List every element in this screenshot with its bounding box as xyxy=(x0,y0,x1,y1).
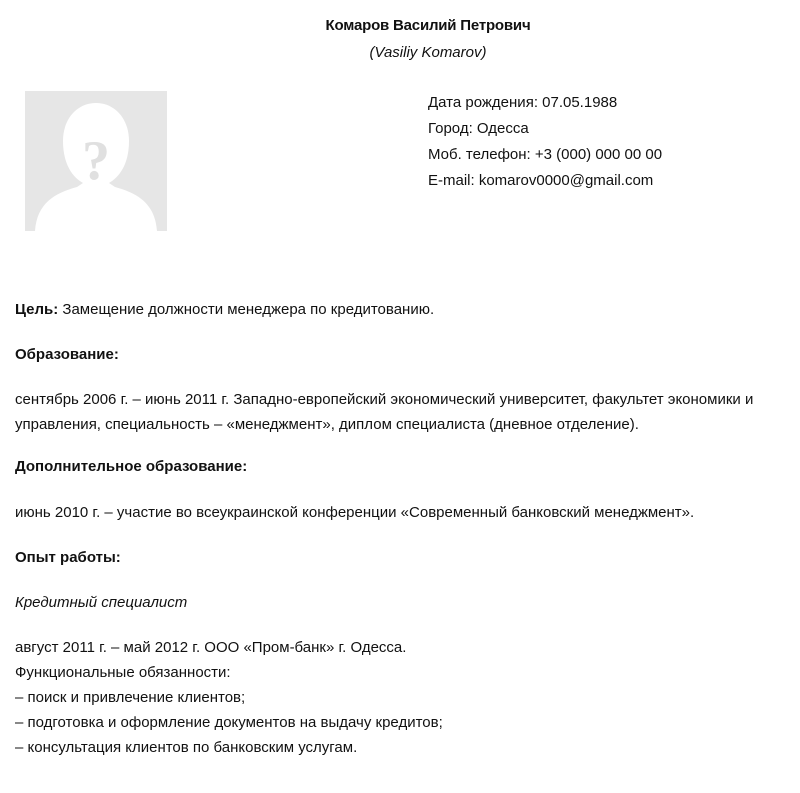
education-line: сентябрь 2006 г. – июнь 2011 г. Западно-европейский экономический университет, факультет экономики и xyxy=(15,391,754,408)
latin-name: (Vasiliy Komarov) xyxy=(369,44,487,61)
additional-education-heading: Дополнительное образование: xyxy=(15,458,248,475)
goal-label: Цель: xyxy=(15,301,59,318)
city: Город: Одесса xyxy=(428,120,529,137)
resume-body xyxy=(15,297,790,760)
duty-item: – подготовка и оформление документов на выдачу кредитов; xyxy=(15,714,443,731)
additional-education-line: июнь 2010 г. – участие во всеукраинской конференции «Современный банковский менеджмент». xyxy=(15,504,695,521)
phone: Моб. телефон: +3 (000) 000 00 00 xyxy=(428,146,663,163)
duty-item: – поиск и привлечение клиентов; xyxy=(15,689,246,706)
birth-date: Дата рождения: 07.05.1988 xyxy=(428,94,618,111)
email xyxy=(428,170,662,196)
contact-info xyxy=(428,92,662,196)
svg-text:?: ? xyxy=(82,130,110,192)
email-label: E-mail: xyxy=(428,172,475,189)
education-heading: Образование: xyxy=(15,346,119,363)
experience-heading: Опыт работы: xyxy=(15,549,121,566)
employment-period: август 2011 г. – май 2012 г. ООО «Пром-банк» г. Одесса. xyxy=(15,639,407,656)
duty-item: – консультация клиентов по банковским услугам. xyxy=(15,739,358,756)
email-value: komarov0000@gmail.com xyxy=(478,172,654,189)
goal-text: Замещение должности менеджера по кредитованию. xyxy=(62,301,435,318)
duties-label: Функциональные обязанности: xyxy=(15,664,231,681)
goal xyxy=(15,297,790,322)
full-name: Комаров Василий Петрович xyxy=(325,17,531,34)
education-line: управления, специальность – «менеджмент», диплом специалиста (дневное отделение). xyxy=(15,416,639,433)
unknown-person-icon xyxy=(25,91,167,231)
position-title: Кредитный специалист xyxy=(15,594,188,611)
